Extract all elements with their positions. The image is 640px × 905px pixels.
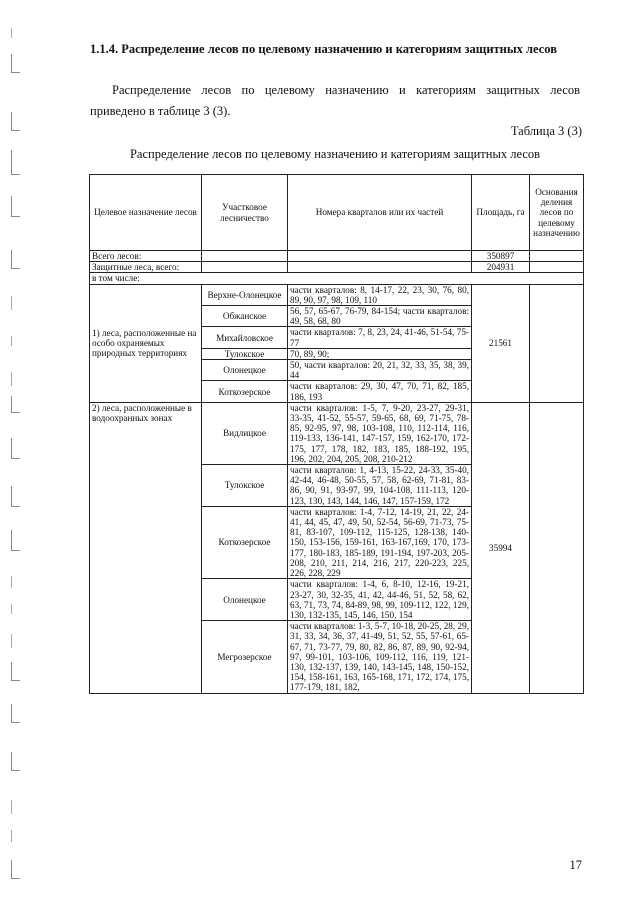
header-purpose: Целевое назначение лесов bbox=[90, 175, 202, 251]
district-cell: Олонецкое bbox=[202, 360, 288, 381]
table-row bbox=[90, 402, 584, 464]
table-row bbox=[90, 284, 584, 305]
basis-cell bbox=[530, 284, 584, 402]
header-basis: Основания деления лесов по целевому назначению bbox=[530, 175, 584, 251]
total-label: Всего лесов: bbox=[90, 251, 202, 262]
including-label: в том числе: bbox=[90, 273, 584, 284]
margin-dash bbox=[11, 296, 12, 310]
margin-mark bbox=[11, 196, 20, 217]
margin-mark bbox=[11, 704, 20, 723]
district-cell: Коткозерское bbox=[202, 381, 288, 402]
table-label: Таблица 3 (3) bbox=[510, 124, 582, 138]
margin-dash bbox=[11, 634, 12, 648]
category-cell: 2) леса, расположенные в водоохранных зонах bbox=[90, 402, 202, 693]
blocks-cell: 50, части кварталов: 20, 21, 32, 33, 35, 38, 39, 44 bbox=[288, 360, 472, 381]
area-cell: 35994 bbox=[472, 402, 530, 693]
total-area: 350897 bbox=[472, 251, 530, 262]
empty-cell bbox=[202, 251, 288, 262]
empty-cell bbox=[288, 251, 472, 262]
margin-mark bbox=[11, 752, 20, 771]
section-heading: 1.1.4. Распределение лесов по целевому назначению и категориям защитных лесов bbox=[90, 42, 557, 56]
district-cell: Коткозерское bbox=[202, 506, 288, 578]
blocks-cell: части кварталов: 7, 8, 23, 24, 41-46, 51-54, 75-77 bbox=[288, 327, 472, 348]
blocks-cell: части кварталов: 8, 14-17, 22, 23, 30, 76, 80, 89, 90, 97, 98, 109, 110 bbox=[288, 284, 472, 305]
page-number: 17 bbox=[569, 858, 582, 872]
empty-cell bbox=[530, 251, 584, 262]
district-cell: Тулокское bbox=[202, 348, 288, 359]
blocks-cell: части кварталов: 1-4, 6, 8-10, 12-16, 19-21, 23-27, 30, 32-35, 41, 42, 44-46, 51, 52, 58, 62, 63, 71, 73, 74, 84-89, 98, 99, 109-112, 122, 129, 130, 132-135, 145, 146, 150, 154 bbox=[288, 579, 472, 621]
basis-cell bbox=[530, 402, 584, 693]
area-cell: 21561 bbox=[472, 284, 530, 402]
margin-dash bbox=[11, 372, 12, 386]
district-cell: Обжанское bbox=[202, 306, 288, 327]
district-cell: Михайловское bbox=[202, 327, 288, 348]
margin-mark bbox=[11, 860, 20, 879]
district-cell: Верхне-Олонецкое bbox=[202, 284, 288, 305]
blocks-cell: части кварталов: 1-4, 7-12, 14-19, 21, 22, 24-41, 44, 45, 47, 49, 50, 52-54, 56-69, 71-73, 75-81, 83-107, 109-112, 115-125, 128-138, 140-150, 153-156, 159-161, 163-167,169, 170, 173-177, 180-183, 185-189, 191-194, 197-203, 205-208, 210, 211, 214, 216, 217, 220-223, 225, 226, 228, 229 bbox=[288, 506, 472, 578]
empty-cell bbox=[530, 262, 584, 273]
blocks-cell: 70, 89, 90; bbox=[288, 348, 472, 359]
protective-area: 204931 bbox=[472, 262, 530, 273]
intro-paragraph: Распределение лесов по целевому назначению и категориям защитных лесов приведено в таблице 3 (3). bbox=[90, 83, 580, 118]
margin-dash bbox=[11, 800, 12, 814]
empty-cell bbox=[288, 262, 472, 273]
margin-mark bbox=[11, 662, 20, 681]
margin-dash bbox=[11, 830, 12, 842]
margin-dash bbox=[11, 604, 12, 614]
header-area: Площадь, га bbox=[472, 175, 530, 251]
table-header-row bbox=[90, 175, 584, 251]
blocks-cell: части кварталов: 1-5, 7, 9-20, 23-27, 29-31, 33-35, 41-52, 55-57, 59-65, 68, 69, 71-75, 78-85, 92-95, 97, 98, 103-108, 110, 112-114, 116, 119-133, 136-141, 147-157, 159, 162-170, 172-175, 177, 178, 182, 183, 185, 188-192, 195, 196, 202, 204, 205, 208, 210-212 bbox=[288, 402, 472, 464]
category-cell: 1) леса, расположенные на особо охраняемых природных территориях bbox=[90, 284, 202, 402]
margin-dash bbox=[11, 576, 12, 588]
protective-label: Защитные леса, всего: bbox=[90, 262, 202, 273]
protective-row bbox=[90, 262, 584, 273]
district-cell: Мегрозерское bbox=[202, 621, 288, 693]
margin-mark bbox=[11, 250, 20, 269]
header-district: Участковое лесничество bbox=[202, 175, 288, 251]
table-title: Распределение лесов по целевому назначению и категориям защитных лесов bbox=[129, 147, 541, 161]
blocks-cell: части кварталов: 1, 4-13, 15-22, 24-33, 35-40, 42-44, 46-48, 50-55, 57, 58, 62-69, 71-81, 83-86, 90, 91, 93-97, 99, 104-108, 111-113, 120-123, 130, 143, 144, 146, 147, 157-159, 172 bbox=[288, 465, 472, 507]
blocks-cell: части кварталов: 1-3, 5-7, 10-18, 20-25, 28, 29, 31, 33, 34, 36, 37, 41-49, 51, 52, 55, 57-61, 65-67, 71, 73-77, 79, 80, 82, 86, 87, 89, 90, 92-94, 97, 99-101, 103-106, 109-112, 116, 119, 121-130, 132-137, 139, 140, 143-145, 148, 150-152, 154, 158-161, 163, 165-168, 171, 172, 174, 175, 177-179, 181, 182, bbox=[288, 621, 472, 693]
margin-dash bbox=[11, 336, 12, 346]
district-cell: Олонецкое bbox=[202, 579, 288, 621]
blocks-cell: части кварталов: 29, 30, 47, 70, 71, 82, 185, 186, 193 bbox=[288, 381, 472, 402]
margin-mark bbox=[11, 486, 20, 507]
header-blocks: Номера кварталов или их частей bbox=[288, 175, 472, 251]
margin-dash bbox=[11, 28, 12, 38]
margin-mark bbox=[11, 150, 20, 175]
district-cell: Тулокское bbox=[202, 465, 288, 507]
margin-mark bbox=[11, 530, 20, 551]
empty-cell bbox=[202, 262, 288, 273]
blocks-cell: 56, 57, 65-67, 76-79, 84-154; части кварталов: 49, 58, 68, 80 bbox=[288, 306, 472, 327]
district-cell: Видлицкое bbox=[202, 402, 288, 464]
including-row bbox=[90, 273, 584, 284]
margin-mark bbox=[11, 112, 20, 131]
margin-mark bbox=[11, 438, 20, 459]
forest-distribution-table bbox=[89, 174, 584, 694]
margin-mark bbox=[11, 396, 20, 413]
margin-mark bbox=[11, 54, 20, 73]
total-row bbox=[90, 251, 584, 262]
